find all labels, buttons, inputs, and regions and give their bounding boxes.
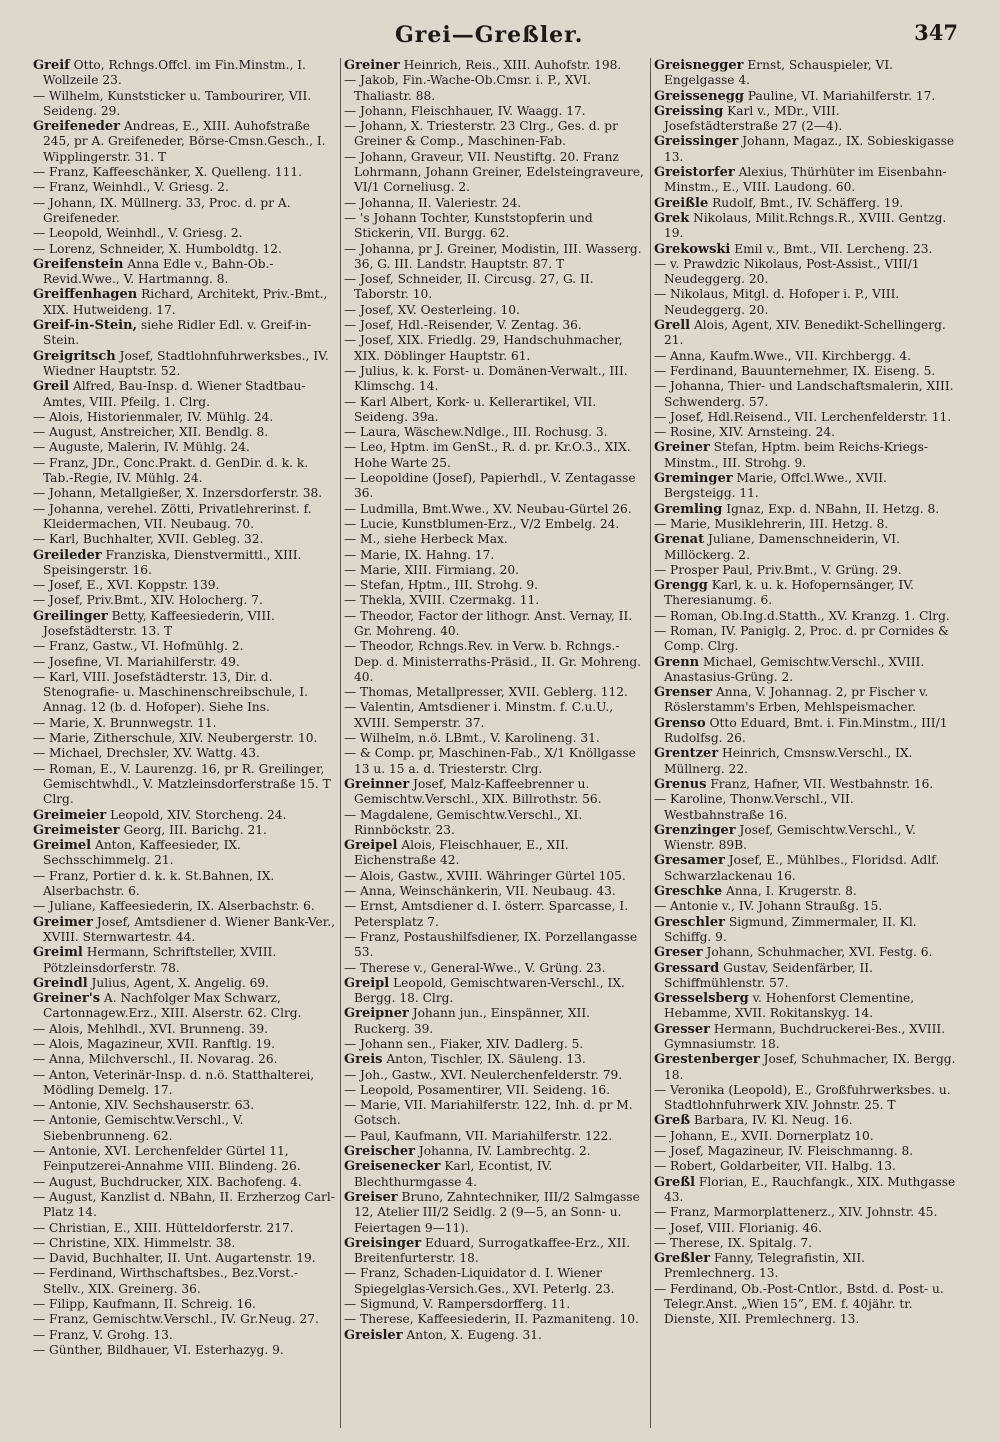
entry-surname: Grentzer bbox=[654, 746, 719, 762]
directory-entry: — Roman, IV. Paniglg. 2, Proc. d. pr Cornides & Comp. Clrg. bbox=[654, 623, 949, 654]
directory-entry: Greif Otto, Rchngs.Offcl. im Fin.Minstm., I. Wollzeile 23. bbox=[33, 58, 306, 88]
directory-entry: — Theodor, Rchngs.Rev. in Verw. b. Rchngs.-Dep. d. Ministerraths-Präsid., II. Gr. Mohreng. 40. bbox=[344, 639, 642, 684]
directory-entry: Greßler Fanny, Telegrafistin, XII. Premlechnerg. 13. bbox=[654, 1251, 866, 1281]
directory-entry: — Ferdinand, Ob.-Post-Cntlor., Bstd. d. Post- u. Telegr.Anst. „Wien 15”, EM. f. 40jähr. tr. Dienste, XII. Premlechnerg. 13. bbox=[654, 1281, 944, 1327]
entry-surname: Greschler bbox=[654, 914, 725, 930]
directory-entry: — Antonie, Gemischtw.Verschl., V. Siebenbrunneng. 62. bbox=[33, 1113, 244, 1143]
directory-entry: Grenus Franz, Hafner, VII. Westbahnstr. 16. bbox=[654, 776, 934, 792]
directory-entry: — Josef, XIX. Friedlg. 29, Handschuhmacher, XIX. Döblinger Hauptstr. 61. bbox=[344, 333, 623, 363]
directory-entry: — Nikolaus, Mitgl. d. Hofoper i. P., VIII. Neudeggerg. 20. bbox=[654, 287, 900, 317]
directory-entry: Greisnegger Ernst, Schauspieler, VI. Engelgasse 4. bbox=[654, 58, 894, 88]
directory-entry: — Johanna, II. Valeriestr. 24. bbox=[344, 195, 522, 210]
entry-surname: Grenat bbox=[654, 532, 705, 548]
directory-entry: — Franz, Postaushilfsdiener, IX. Porzellangasse 53. bbox=[344, 929, 638, 960]
directory-entry: Greiner Heinrich, Reis., XIII. Auhofstr. 198. bbox=[344, 58, 622, 73]
entry-surname: Greipner bbox=[344, 1006, 409, 1022]
directory-entry: — Alois, Gastw., XVIII. Währinger Gürtel 105. bbox=[344, 868, 626, 883]
entry-surname: Greimeister bbox=[33, 822, 120, 838]
entry-surname: Grenn bbox=[654, 654, 700, 670]
directory-entry: Gressard Gustav, Seidenfärber, II. Schiffmühlenstr. 57. bbox=[654, 960, 873, 990]
entry-surname: Greiml bbox=[33, 945, 83, 961]
directory-entry: — Leo, Hptm. im GenSt., R. d. pr. Kr.O.3., XIX. Hohe Warte 25. bbox=[344, 440, 631, 470]
directory-entry: Grenso Otto Eduard, Bmt. i. Fin.Minstm., III/1 Rudolfsg. 26. bbox=[654, 715, 948, 746]
entry-surname: Gresamer bbox=[654, 853, 725, 869]
entry-surname: Greissinger bbox=[654, 134, 739, 150]
directory-entry: Grenat Juliane, Damenschneiderin, VI. Millöckerg. 2. bbox=[654, 532, 900, 562]
directory-entry: — Josef, Hdl.-Reisender, V. Zentag. 36. bbox=[344, 318, 582, 333]
directory-entry: — Ernst, Amtsdiener d. I. österr. Sparcasse, I. Petersplatz 7. bbox=[344, 899, 629, 929]
entry-surname: Greif bbox=[33, 58, 70, 73]
directory-entry: Greisenecker Karl, Econtist, IV. Blechthurmgasse 4. bbox=[344, 1159, 553, 1189]
entry-surname: Greimeier bbox=[33, 807, 107, 823]
directory-entry: Greminger Marie, Offcl.Wwe., XVII. Bergsteigg. 11. bbox=[654, 471, 887, 501]
directory-entry: Greindl Julius, Agent, X. Angelig. 69. bbox=[33, 975, 270, 991]
directory-entry: — Marie, Musiklehrerin, III. Hetzg. 8. bbox=[654, 516, 889, 531]
entry-surname: Greifeneder bbox=[33, 119, 120, 135]
directory-entry: Greßl Florian, E., Rauchfangk., XIX. Muthgasse 43. bbox=[654, 1174, 956, 1204]
column-left bbox=[30, 58, 340, 1428]
entry-surname: Grenzinger bbox=[654, 822, 736, 838]
entry-surname: Greileder bbox=[33, 547, 102, 563]
directory-entry: — Alois, Magazineur, XVII. Ranftlg. 19. bbox=[33, 1037, 275, 1051]
entry-surname: Greiser bbox=[344, 1189, 398, 1205]
entry-surname: Greiner's bbox=[33, 991, 101, 1007]
entry-surname: Greßler bbox=[654, 1251, 711, 1267]
entry-surname: Greissenegg bbox=[654, 88, 744, 104]
directory-entry: — Johann, IX. Müllnerg. 33, Proc. d. pr A. Greifeneder. bbox=[33, 195, 291, 225]
directory-entry: Greifeneder Andreas, E., XIII. Auhofstraße 245, pr A. Greifeneder, Börse-Cmsn.Gesch., I. Wipplingerstr. 31. T bbox=[33, 119, 326, 164]
entry-surname: Greiner bbox=[654, 440, 710, 456]
directory-entry: — Roman, Ob.Ing.d.Statth., XV. Kranzg. 1. Clrg. bbox=[654, 608, 950, 623]
directory-entry: — Karl, Buchhalter, XVII. Gebleg. 32. bbox=[33, 532, 264, 547]
directory-entry: — Ferdinand, Wirthschaftsbes., Bez.Vorst.-Stellv., XIX. Greinerg. 36. bbox=[33, 1266, 299, 1296]
directory-entry: — Marie, VII. Mariahilferstr. 122, Inh. d. pr M. Gotsch. bbox=[344, 1098, 633, 1128]
directory-entry: — Theodor, Factor der lithogr. Anst. Vernay, II. Gr. Mohreng. 40. bbox=[344, 608, 633, 638]
entry-surname: Greigritsch bbox=[33, 348, 116, 364]
directory-entry: — v. Prawdzic Nikolaus, Post-Assist., VIII/1 Neudeggerg. 20. bbox=[654, 256, 920, 287]
directory-entry: Greschler Sigmund, Zimmermaler, II. Kl. Schiffg. 9. bbox=[654, 914, 917, 944]
directory-entry: — David, Buchhalter, II. Unt. Augartenstr. 19. bbox=[33, 1251, 316, 1266]
directory-entry: — Lorenz, Schneider, X. Humboldtg. 12. bbox=[33, 241, 282, 256]
entry-surname: Greif-in-Stein, bbox=[33, 318, 138, 334]
directory-entry: — Johann, E., XVII. Dornerplatz 10. bbox=[654, 1128, 874, 1143]
page-header bbox=[0, 18, 1000, 54]
directory-entry: — Christine, XIX. Himmelstr. 38. bbox=[33, 1235, 236, 1250]
directory-entry: — Anna, Milchverschl., II. Novarag. 26. bbox=[33, 1052, 278, 1067]
entry-surname: Greser bbox=[654, 945, 703, 961]
directory-entry: — Leopold, Posamentirer, VII. Seideng. 16. bbox=[344, 1082, 610, 1097]
entry-surname: Grell bbox=[654, 318, 691, 334]
entry-surname: Grenso bbox=[654, 715, 706, 731]
directory-entry: — Roman, E., V. Laurenzg. 16, pr R. Greilinger, Gemischtwhdl., V. Matzleinsdorferstraße 15. T Clrg. bbox=[33, 761, 331, 807]
directory-entry: — Thekla, XVIII. Czermakg. 11. bbox=[344, 593, 540, 608]
directory-entry: Grenser Anna, V. Johannag. 2, pr Fischer v. Röslerstamm's Erben, Mehlspeismacher. bbox=[654, 685, 929, 715]
directory-entry: — Rosine, XIV. Arnsteing. 24. bbox=[654, 425, 835, 440]
directory-entry: — Ludmilla, Bmt.Wwe., XV. Neubau-Gürtel 26. bbox=[344, 501, 632, 516]
directory-entry: — Anna, Weinschänkerin, VII. Neubaug. 43. bbox=[344, 884, 616, 899]
directory-entry: Greipel Alois, Fleischhauer, E., XII. Eichenstraße 42. bbox=[344, 838, 569, 868]
directory-entry: — August, Kanzlist d. NBahn, II. Erzherzog Carl-Platz 14. bbox=[33, 1189, 335, 1220]
entry-surname: Greminger bbox=[654, 471, 733, 487]
directory-entry: — 's Johann Tochter, Kunststopferin und Stickerin, VII. Burgg. 62. bbox=[344, 210, 593, 241]
entry-surname: Gremling bbox=[654, 501, 723, 517]
entry-surname: Greisler bbox=[344, 1327, 403, 1343]
directory-entry: Grenzinger Josef, Gemischtw.Verschl., V. Wienstr. 89B. bbox=[654, 822, 916, 853]
directory-entry: Greschke Anna, I. Krugerstr. 8. bbox=[654, 884, 857, 900]
entry-surname: Grestenberger bbox=[654, 1052, 760, 1068]
entry-surname: Grekowski bbox=[654, 241, 731, 257]
directory-entry: — Filipp, Kaufmann, II. Schreig. 16. bbox=[33, 1297, 256, 1312]
directory-entry: — Joh., Gastw., XVI. Neulerchenfelderstr. 79. bbox=[344, 1067, 623, 1082]
directory-entry: — Josefine, VI. Mariahilferstr. 49. bbox=[33, 654, 240, 669]
directory-entry: — Ferdinand, Bauunternehmer, IX. Eiseng. 5. bbox=[654, 363, 936, 378]
directory-entry: — Franz, JDr., Conc.Prakt. d. GenDir. d. k. k. Tab.-Regie, IV. Mühlg. 24. bbox=[33, 455, 309, 486]
entry-surname: Grenser bbox=[654, 685, 713, 701]
directory-entry: — Antonie, XIV. Sechshauserstr. 63. bbox=[33, 1098, 255, 1113]
directory-entry: — Stefan, Hptm., III. Strohg. 9. bbox=[344, 578, 539, 593]
directory-entry: Greimer Josef, Amtsdiener d. Wiener Bank-Ver., XVIII. Sternwartestr. 44. bbox=[33, 914, 335, 944]
directory-entry: Gremling Ignaz, Exp. d. NBahn, II. Hetzg. 8. bbox=[654, 501, 940, 517]
entry-surname: Greipl bbox=[344, 975, 390, 991]
directory-entry: Greisinger Eduard, Surrogatkaffee-Erz., XII. Breitenfurterstr. 18. bbox=[344, 1235, 631, 1266]
directory-entry: — Michael, Drechsler, XV. Wattg. 43. bbox=[33, 746, 260, 761]
directory-entry: — Franz, Weinhdl., V. Griesg. 2. bbox=[33, 180, 229, 195]
directory-entry: — Johanna, verehel. Zötti, Privatlehrerinst. f. Kleidermachen, VII. Neubaug. 70. bbox=[33, 501, 312, 531]
directory-entry: Grell Alois, Agent, XIV. Benedikt-Schellingerg. 21. bbox=[654, 318, 946, 348]
directory-entry: — Günther, Bildhauer, VI. Esterhazyg. 9. bbox=[33, 1342, 284, 1357]
directory-entry: Gresselsberg v. Hohenforst Clementine, Hebamme, XVII. Rokitanskyg. 14. bbox=[654, 991, 915, 1021]
directory-entry: — August, Buchdrucker, XIX. Bachofeng. 4. bbox=[33, 1174, 302, 1189]
directory-entry: — Prosper Paul, Priv.Bmt., V. Grüng. 29. bbox=[654, 562, 902, 577]
directory-entry: Greissinger Johann, Magaz., IX. Sobieskigasse 13. bbox=[654, 134, 955, 164]
directory-entry: — & Comp. pr, Maschinen-Fab., X/1 Knöllgasse 13 u. 15 a. d. Triesterstr. Clrg. bbox=[344, 746, 636, 776]
directory-entry: — Franz, Marmorplattenerz., XIV. Johnstr. 45. bbox=[654, 1205, 938, 1220]
directory-entry: Greil Alfred, Bau-Insp. d. Wiener Stadtbau-Amtes, VIII. Pfeilg. 1. Clrg. bbox=[33, 379, 306, 409]
entry-surname: Greilinger bbox=[33, 608, 108, 624]
directory-entry: — Paul, Kaufmann, VII. Mariahilferstr. 122. bbox=[344, 1128, 613, 1143]
directory-entry: — Marie, X. Brunnwegstr. 11. bbox=[33, 715, 217, 730]
entry-surname: Greßl bbox=[654, 1174, 696, 1190]
directory-entry: — Franz, Portier d. k. k. St.Bahnen, IX. Alserbachstr. 6. bbox=[33, 868, 275, 899]
entry-surname: Greisinger bbox=[344, 1235, 422, 1251]
directory-entry: Grengg Karl, k. u. k. Hofopernsänger, IV. Theresianumg. 6. bbox=[654, 578, 914, 608]
entry-surname: Greissing bbox=[654, 103, 724, 119]
directory-entry: — Johanna, pr J. Greiner, Modistin, III. Wasserg. 36, G. III. Landstr. Hauptstr. 87. T bbox=[344, 241, 642, 271]
directory-entry: — Franz, Gastw., VI. Hofmühlg. 2. bbox=[33, 639, 244, 654]
directory-entry: — Karoline, Thonw.Verschl., VII. Westbahnstraße 16. bbox=[654, 792, 854, 822]
entry-surname: Greisenecker bbox=[344, 1159, 441, 1175]
directory-entry: — Josef, Hdl.Reisend., VII. Lerchenfelderstr. 11. bbox=[654, 409, 952, 424]
directory-entry: Greistorfer Alexius, Thürhüter im Eisenbahn-Minstm., E., VIII. Laudong. 60. bbox=[654, 165, 947, 195]
directory-entry: Greileder Franziska, Dienstvermittl., XIII. Speisingerstr. 16. bbox=[33, 547, 302, 577]
directory-entry: Greiser Bruno, Zahntechniker, III/2 Salmgasse 12, Atelier III/2 Seidlg. 2 (9—5, an Sonn- u. Feiertagen 9—11). bbox=[344, 1189, 640, 1235]
directory-entry: — Magdalene, Gemischtw.Verschl., XI. Rinnböckstr. 23. bbox=[344, 807, 583, 837]
directory-entry: — Julius, k. k. Forst- u. Domänen-Verwalt., III. Klimschg. 14. bbox=[344, 363, 628, 394]
entry-surname: Greiffenhagen bbox=[33, 287, 138, 303]
directory-entry: Gresamer Josef, E., Mühlbes., Floridsd. Adlf. Schwarzlackenau 16. bbox=[654, 853, 940, 883]
directory-entry: — Therese v., General-Wwe., V. Grüng. 23. bbox=[344, 960, 606, 975]
entry-surname: Greindl bbox=[33, 975, 88, 991]
directory-entry: — Juliane, Kaffeesiederin, IX. Alserbachstr. 6. bbox=[33, 899, 315, 914]
directory-entry: — Wilhelm, Kunststicker u. Tambourirer, VII. Seideng. 29. bbox=[33, 88, 312, 118]
directory-entry: Grekowski Emil v., Bmt., VII. Lercheng. 23. bbox=[654, 241, 933, 257]
directory-entry: Greisler Anton, X. Eugeng. 31. bbox=[344, 1327, 542, 1343]
directory-entry: — Marie, IX. Hahng. 17. bbox=[344, 547, 495, 562]
directory-entry: Greissing Karl v., MDr., VIII. Josefstädterstraße 27 (2—4). bbox=[654, 103, 843, 134]
directory-entry: Greifenstein Anna Edle v., Bahn-Ob.-Revid.Wwe., V. Hartmanng. 8. bbox=[33, 256, 274, 287]
directory-entry: Greiner Stefan, Hptm. beim Reichs-Kriegs-Minstm., III. Strohg. 9. bbox=[654, 440, 928, 470]
entry-surname: Greifenstein bbox=[33, 256, 124, 272]
entry-surname: Greil bbox=[33, 379, 70, 395]
entry-surname: Greimel bbox=[33, 838, 92, 854]
directory-entry: — Alois, Mehlhdl., XVI. Brunneng. 39. bbox=[33, 1021, 268, 1036]
directory-entry: — Jakob, Fin.-Wache-Ob.Cmsr. i. P., XVI. Thaliastr. 88. bbox=[344, 73, 591, 103]
directory-entry: — Josef, XV. Oesterleing. 10. bbox=[344, 302, 520, 317]
page-number: 347 bbox=[914, 20, 958, 45]
directory-entry: Greissenegg Pauline, VI. Mariahilferstr. 17. bbox=[654, 88, 936, 104]
column-middle bbox=[340, 58, 650, 1428]
directory-entry: Greiner's A. Nachfolger Max Schwarz, Cartonnagew.Erz., XIII. Alserstr. 62. Clrg. bbox=[33, 991, 302, 1021]
directory-entry: Greif-in-Stein, siehe Ridler Edl. v. Greif-in-Stein. bbox=[33, 318, 312, 348]
directory-entry: Greiml Hermann, Schriftsteller, XVIII. Pötzleinsdorferstr. 78. bbox=[33, 945, 277, 975]
directory-entry: — Franz, Schaden-Liquidator d. I. Wiener Spiegelglas-Versich.Ges., XVI. Peterlg. 23. bbox=[344, 1266, 615, 1296]
directory-entry: Grentzer Heinrich, Cmsnsw.Verschl., IX. Müllnerg. 22. bbox=[654, 746, 913, 776]
directory-entry: — Franz, V. Grohg. 13. bbox=[33, 1327, 173, 1342]
directory-entry: — Karl Albert, Kork- u. Kellerartikel, VII. Seideng. 39a. bbox=[344, 394, 597, 424]
entry-surname: Greischer bbox=[344, 1144, 415, 1160]
entry-surname: Grenus bbox=[654, 776, 707, 792]
directory-entry: Greischer Johanna, IV. Lambrechtg. 2. bbox=[344, 1144, 591, 1160]
directory-entry: Greipl Leopold, Gemischtwaren-Verschl., IX. Bergg. 18. Clrg. bbox=[344, 975, 625, 1006]
entry-surname: Greipel bbox=[344, 838, 398, 854]
directory-entry: Greimeier Leopold, XIV. Storcheng. 24. bbox=[33, 807, 287, 823]
directory-entry: Greiffenhagen Richard, Architekt, Priv.-Bmt., XIX. Hutweideng. 17. bbox=[33, 287, 328, 317]
directory-entry: — Leopold, Weinhdl., V. Griesg. 2. bbox=[33, 226, 243, 241]
directory-entry: — Franz, Kaffeeschänker, X. Quelleng. 111. bbox=[33, 165, 302, 180]
directory-entry: — Josef, VIII. Florianig. 46. bbox=[654, 1220, 822, 1235]
directory-entry: — Thomas, Metallpresser, XVII. Geblerg. 112. bbox=[344, 685, 628, 700]
directory-entry: Greimel Anton, Kaffeesieder, IX. Sechsschimmelg. 21. bbox=[33, 838, 241, 868]
directory-entry: Grenn Michael, Gemischtw.Verschl., XVIII. Anastasius-Grüng. 2. bbox=[654, 654, 925, 684]
directory-entry: — Marie, Zitherschule, XIV. Neubergerstr. 10. bbox=[33, 731, 318, 746]
directory-entry: — Therese, Kaffeesiederin, II. Pazmaniteng. 10. bbox=[344, 1312, 639, 1327]
directory-entry: — Johanna, Thier- und Landschaftsmalerin, XIII. Schwenderg. 57. bbox=[654, 379, 954, 409]
directory-entry: — Johann, Fleischhauer, IV. Waagg. 17. bbox=[344, 103, 586, 118]
directory-entry: — Johann, Graveur, VII. Neustiftg. 20. Franz Lohrmann, Johann Greiner, Edelsteingraveure, VI/1 Corneliusg. 2. bbox=[344, 149, 644, 195]
directory-entry: — Veronika (Leopold), E., Großfuhrwerksbes. u. Stadtlohnfuhrwerk XIV. Johnstr. 25. T bbox=[654, 1082, 951, 1113]
directory-entry: — Johann, X. Triesterstr. 23 Clrg., Ges. d. pr Greiner & Comp., Maschinen-Fab. bbox=[344, 119, 618, 149]
entry-surname: Grek bbox=[654, 210, 690, 226]
directory-entry: Greilinger Betty, Kaffeesiederin, VIII. Josefstädterstr. 13. T bbox=[33, 608, 275, 638]
entry-surname: Greschke bbox=[654, 884, 723, 900]
directory-entry: — Antonie v., IV. Johann Straußg. 15. bbox=[654, 899, 883, 914]
directory-entry: — Alois, Historienmaler, IV. Mühlg. 24. bbox=[33, 409, 274, 424]
directory-entry: Grestenberger Josef, Schuhmacher, IX. Bergg. 18. bbox=[654, 1052, 956, 1082]
directory-entry: — Sigmund, V. Rampersdorfferg. 11. bbox=[344, 1297, 571, 1312]
entry-surname: Greß bbox=[654, 1113, 691, 1129]
column-right bbox=[650, 58, 960, 1428]
directory-entry: — Christian, E., XIII. Hütteldorferstr. 217. bbox=[33, 1220, 294, 1235]
directory-entry: Greipner Johann jun., Einspänner, XII. Ruckerg. 39. bbox=[344, 1006, 591, 1036]
directory-entry: — Karl, VIII. Josefstädterstr. 13, Dir. d. Stenografie- u. Maschinenschreibschule, I. Annag. 12 (b. d. Hofoper). Siehe Ins. bbox=[33, 669, 308, 715]
directory-entry: — Auguste, Malerin, IV. Mühlg. 24. bbox=[33, 440, 250, 455]
directory-entry: — Johann, Metallgießer, X. Inzersdorferstr. 38. bbox=[33, 486, 323, 501]
entry-surname: Grengg bbox=[654, 578, 708, 594]
directory-entry: — Antonie, XVI. Lerchenfelder Gürtel 11, Feinputzerei-Annahme VIII. Blindeng. 26. bbox=[33, 1144, 301, 1174]
directory-entry: — Marie, XIII. Firmiang. 20. bbox=[344, 562, 520, 577]
directory-entry: Greis Anton, Tischler, IX. Säuleng. 13. bbox=[344, 1052, 586, 1068]
entry-surname: Gresser bbox=[654, 1021, 710, 1037]
directory-entry: — M., siehe Herbeck Max. bbox=[344, 532, 508, 547]
directory-entry: — Josef, Magazineur, IV. Fleischmanng. 8. bbox=[654, 1144, 914, 1159]
directory-entry: — Valentin, Amtsdiener i. Minstm. f. C.u.U., XVIII. Semperstr. 37. bbox=[344, 700, 614, 730]
entry-surname: Greißle bbox=[654, 195, 709, 211]
directory-entry: — Anna, Kaufm.Wwe., VII. Kirchbergg. 4. bbox=[654, 348, 912, 363]
directory-entry: Grek Nikolaus, Milit.Rchngs.R., XVIII. Gentzg. 19. bbox=[654, 210, 947, 241]
entry-surname: Greimer bbox=[33, 914, 94, 930]
directory-entry: — Josef, Schneider, II. Circusg. 27, G. II. Taborstr. 10. bbox=[344, 272, 594, 302]
directory-entry: Greißle Rudolf, Bmt., IV. Schäfferg. 19. bbox=[654, 195, 904, 211]
directory-columns bbox=[30, 58, 962, 1428]
directory-entry: — August, Anstreicher, XII. Bendlg. 8. bbox=[33, 425, 269, 440]
directory-entry: — Lucie, Kunstblumen-Erz., V/2 Embelg. 24. bbox=[344, 516, 620, 531]
entry-surname: Gresselsberg bbox=[654, 991, 749, 1007]
entry-surname: Greis bbox=[344, 1052, 383, 1068]
directory-entry: Greß Barbara, IV. Kl. Neug. 16. bbox=[654, 1113, 853, 1129]
directory-entry: — Anton, Veterinär-Insp. d. n.ö. Statthalterei, Mödling Demelg. 17. bbox=[33, 1067, 315, 1097]
directory-entry: — Josef, E., XVI. Koppstr. 139. bbox=[33, 578, 220, 593]
entry-surname: Greinner bbox=[344, 776, 410, 792]
running-head: Grei—Greßler. bbox=[395, 22, 584, 48]
directory-entry: — Johann sen., Fiaker, XIV. Dadlerg. 5. bbox=[344, 1037, 584, 1051]
entry-surname: Greistorfer bbox=[654, 165, 735, 181]
directory-entry: — Robert, Goldarbeiter, VII. Halbg. 13. bbox=[654, 1159, 896, 1174]
directory-entry: — Josef, Priv.Bmt., XIV. Holocherg. 7. bbox=[33, 593, 263, 608]
directory-entry: Greinner Josef, Malz-Kaffeebrenner u. Gemischtw.Verschl., XIX. Billrothstr. 56. bbox=[344, 776, 602, 807]
directory-entry: — Franz, Gemischtw.Verschl., IV. Gr.Neug. 27. bbox=[33, 1312, 319, 1327]
directory-entry: — Leopoldine (Josef), Papierhdl., V. Zentagasse 36. bbox=[344, 471, 636, 501]
entry-surname: Greiner bbox=[344, 58, 400, 73]
entry-surname: Gressard bbox=[654, 960, 720, 976]
directory-entry: Greimeister Georg, III. Barichg. 21. bbox=[33, 822, 267, 838]
directory-entry: Greser Johann, Schuhmacher, XVI. Festg. 6. bbox=[654, 945, 933, 961]
entry-surname: Greisnegger bbox=[654, 58, 744, 73]
directory-entry: — Therese, IX. Spitalg. 7. bbox=[654, 1235, 813, 1250]
directory-entry: Gresser Hermann, Buchdruckerei-Bes., XVIII. Gymnasiumstr. 18. bbox=[654, 1021, 946, 1051]
directory-entry: — Laura, Wäschew.Ndlge., III. Rochusg. 3. bbox=[344, 425, 608, 440]
directory-entry: — Wilhelm, n.ö. LBmt., V. Karolineng. 31. bbox=[344, 731, 600, 746]
directory-entry: Greigritsch Josef, Stadtlohnfuhrwerksbes., IV. Wiedner Hauptstr. 52. bbox=[33, 348, 329, 378]
